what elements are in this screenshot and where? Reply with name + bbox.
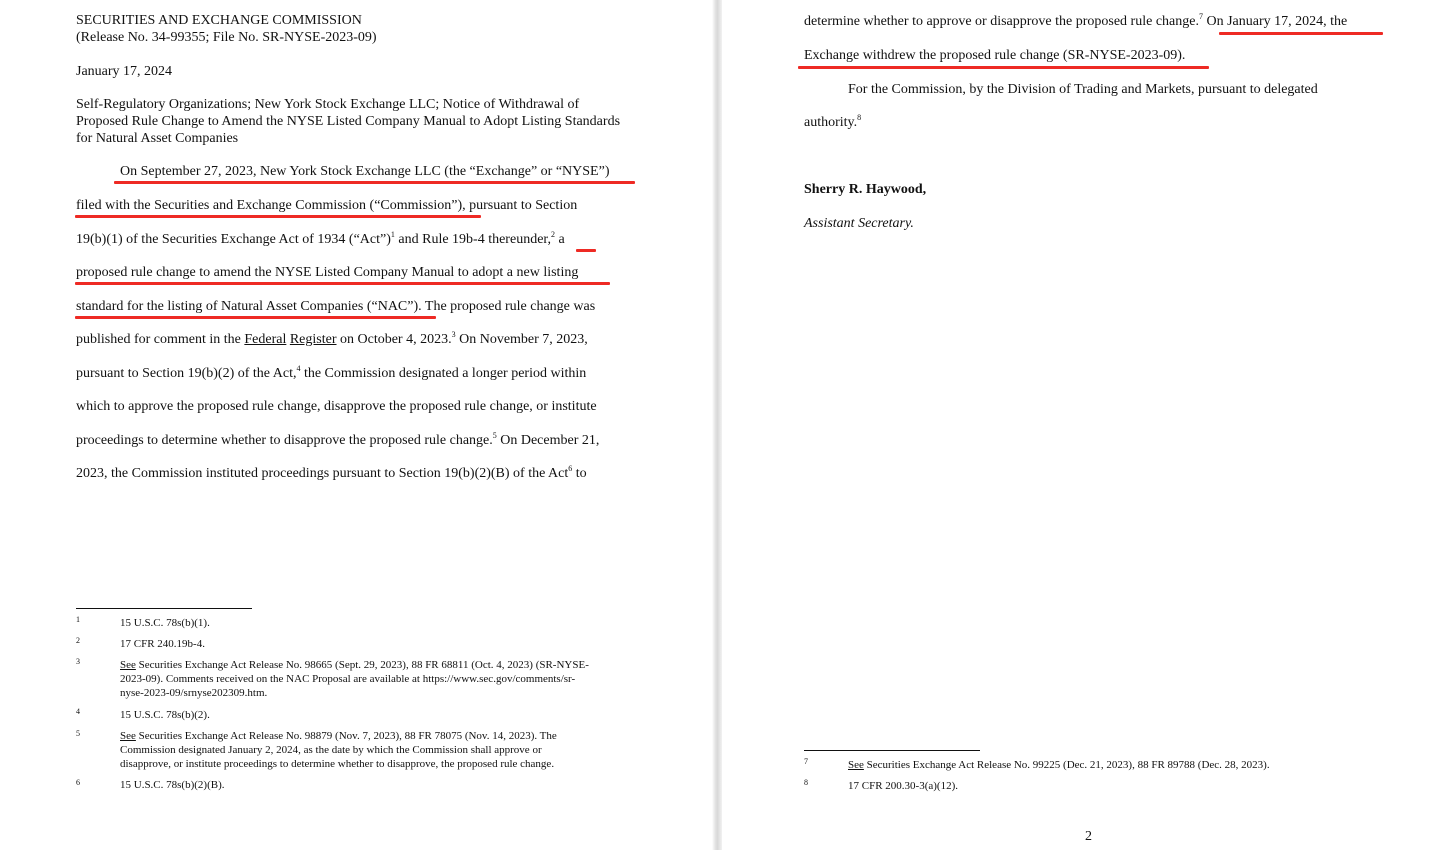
body-line-3: [848, 81, 1318, 98]
body-text: pursuant to Section: [465, 198, 578, 213]
body-line-8: [76, 398, 597, 415]
footnote-number: 2: [76, 636, 80, 645]
page-separator: [712, 0, 722, 850]
footnote-ref-5[interactable]: 5: [492, 431, 497, 440]
federal-register-text: Register: [289, 332, 337, 347]
footnote-8-text: 17 CFR 200.30-3(a)(12).: [848, 780, 958, 792]
red-underline-annotation: [75, 316, 436, 319]
release-number: (Release No. 34-99355; File No. SR-NYSE-2023-09): [76, 30, 377, 45]
see-citation-signal: See: [848, 759, 864, 771]
body-text: The proposed rule change was: [421, 299, 596, 314]
red-underline-annotation: [75, 215, 481, 218]
footnote-3-line-2: 2023-09). Comments received on the NAC Proposal are available at https://www.sec.gov/comments/sr-: [120, 673, 576, 685]
red-underline-annotation: [576, 249, 596, 252]
body-text: 2023, the Commission instituted proceedings pursuant to Section 19(b)(2)(B) of the Act: [76, 466, 569, 481]
footnote-2-text: 17 CFR 240.19b-4.: [120, 638, 205, 650]
signer-title: Assistant Secretary.: [804, 216, 914, 231]
footnote-number: 5: [76, 729, 80, 738]
body-line-9: [76, 432, 599, 449]
body-text: on October 4, 2023.: [336, 332, 452, 347]
see-citation-signal: See: [120, 659, 136, 671]
notice-title-line-3: for Natural Asset Companies: [76, 131, 239, 146]
body-text: On November 7, 2023,: [455, 332, 588, 347]
body-text: which to approve the proposed rule change, disapprove the proposed rule change, or institute: [76, 399, 597, 414]
footnote-ref-1[interactable]: 1: [390, 230, 395, 239]
body-text: pursuant to Section 19(b)(2) of the Act,: [76, 366, 297, 381]
footnote-5-line-3: disapprove, or institute proceedings to determine whether to disapprove, the proposed rule change.: [120, 758, 555, 770]
footnote-ref-6[interactable]: 6: [568, 464, 573, 473]
notice-title-line-1: Self-Regulatory Organizations; New York Stock Exchange LLC; Notice of Withdrawal of: [76, 97, 580, 112]
body-line-1: [804, 13, 1347, 30]
footnote-ref-3[interactable]: 3: [451, 330, 456, 339]
notice-title-line-2: Proposed Rule Change to Amend the NYSE Listed Company Manual to Adopt Listing Standards: [76, 114, 621, 129]
document-date: January 17, 2024: [76, 64, 173, 79]
red-underline-annotation: [114, 181, 635, 184]
body-text: determine whether to approve or disapprove the proposed rule change.: [804, 14, 1199, 29]
footnote-separator: [804, 750, 980, 751]
see-citation-signal: See: [120, 730, 136, 742]
body-text: 19(b)(1) of the Securities Exchange Act of 1934 (“Act”): [76, 232, 391, 247]
footnote-number: 4: [76, 707, 80, 716]
body-line-3: [76, 231, 565, 248]
body-text: and Rule 19b-4 thereunder,: [394, 232, 552, 247]
footnote-3-line-1: See Securities Exchange Act Release No. 98665 (Sept. 29, 2023), 88 FR 68811 (Oct. 4, 2023) (SR-NYSE-: [120, 659, 589, 671]
agency-heading: SECURITIES AND EXCHANGE COMMISSION: [76, 13, 362, 28]
body-line-4: [76, 264, 578, 281]
footnote-number: 6: [76, 778, 80, 787]
page-number: 2: [1085, 829, 1092, 844]
footnote-5-line-2: Commission designated January 2, 2024, as the date by which the Commission shall approve or: [120, 744, 542, 756]
footnote-4-text: 15 U.S.C. 78s(b)(2).: [120, 709, 210, 721]
body-text: On January 17, 2024, the: [1202, 14, 1348, 29]
footnote-ref-4[interactable]: 4: [296, 364, 301, 373]
body-line-7: [76, 365, 586, 382]
body-text: a: [555, 232, 565, 247]
body-text: For the Commission, by the Division of Trading and Markets, pursuant to delegated: [848, 82, 1318, 97]
body-line-10: [76, 465, 587, 482]
red-underline-annotation: [1219, 32, 1383, 35]
body-text: the Commission designated a longer period within: [300, 366, 587, 381]
red-underline-annotation: [798, 66, 1209, 69]
footnote-ref-2[interactable]: 2: [551, 230, 556, 239]
footnote-3-line-3: nyse-2023-09/srnyse202309.htm.: [120, 687, 268, 699]
document-page-1: [0, 0, 712, 850]
body-text: to: [572, 466, 587, 481]
body-line-2: [804, 47, 1185, 64]
footnote-number: 8: [804, 778, 808, 787]
body-text: proposed rule change to amend the NYSE Listed Company Manual to adopt a new listing: [76, 265, 579, 280]
body-line-4: [804, 114, 861, 131]
body-line-1: [120, 163, 610, 180]
footnote-separator: [76, 608, 252, 609]
body-text: On September 27, 2023, New York Stock Exchange LLC (the “Exchange” or “NYSE”): [120, 164, 610, 179]
body-line-5: [76, 298, 595, 315]
body-text: Exchange withdrew the proposed rule change (SR-NYSE-2023-09).: [804, 48, 1186, 63]
footnote-1-text: 15 U.S.C. 78s(b)(1).: [120, 617, 210, 629]
document-page-2: [722, 0, 1456, 850]
body-text: On December 21,: [496, 433, 600, 448]
footnote-number: 7: [804, 757, 808, 766]
red-underline-annotation: [75, 282, 610, 285]
body-text: authority.: [804, 115, 858, 130]
footnote-number: 1: [76, 615, 80, 624]
footnote-ref-7[interactable]: 7: [1198, 12, 1203, 21]
body-text: standard for the listing of Natural Asset Companies (“NAC”).: [76, 299, 422, 314]
footnote-number: 3: [76, 657, 80, 666]
signer-name: Sherry R. Haywood,: [804, 182, 927, 197]
footnote-ref-8[interactable]: 8: [857, 113, 862, 122]
footnote-7-text: See Securities Exchange Act Release No. 99225 (Dec. 21, 2023), 88 FR 89788 (Dec. 28, 2023).: [848, 759, 1270, 771]
body-text: proceedings to determine whether to disapprove the proposed rule change.: [76, 433, 493, 448]
body-text: published for comment in the: [76, 332, 245, 347]
footnote-5-line-1: See Securities Exchange Act Release No. 98879 (Nov. 7, 2023), 88 FR 78075 (Nov. 14, 2023). The: [120, 730, 557, 742]
body-line-6: [76, 331, 588, 348]
federal-register-text: Federal: [244, 332, 287, 347]
body-text: filed with the Securities and Exchange Commission (“Commission”),: [76, 198, 466, 213]
body-line-2: [76, 197, 577, 214]
footnote-6-text: 15 U.S.C. 78s(b)(2)(B).: [120, 779, 225, 791]
